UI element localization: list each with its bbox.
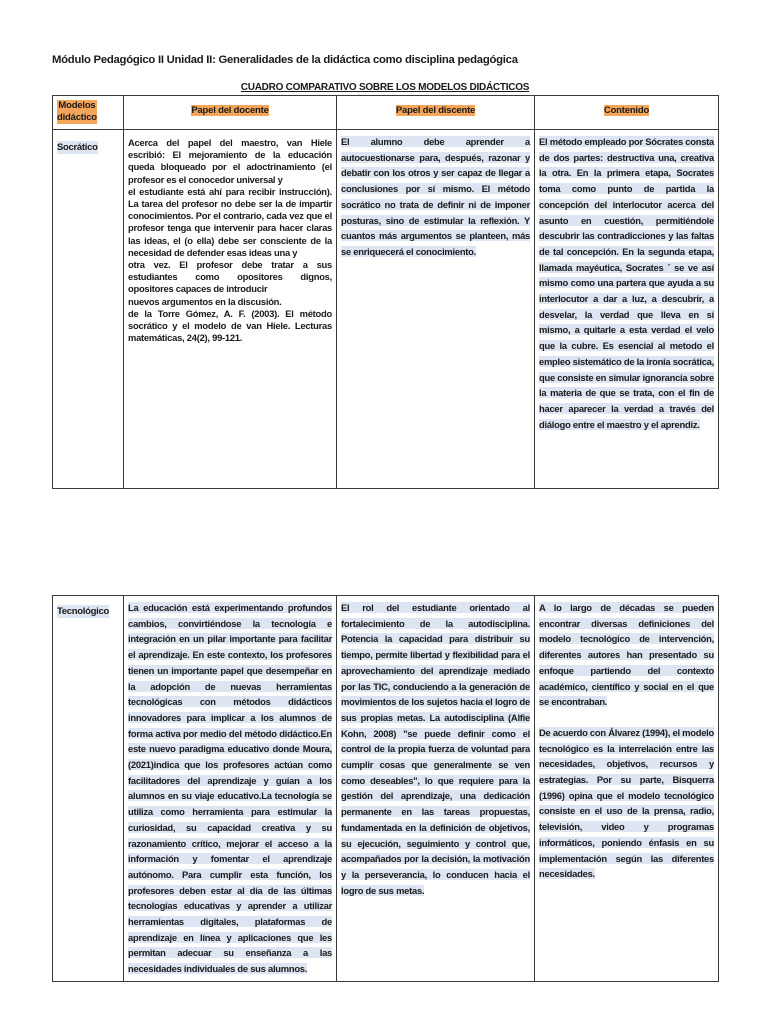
header-cell-discente <box>337 96 535 130</box>
model-name: Socrático <box>57 142 98 153</box>
table-row-socratico <box>53 130 719 489</box>
docente-cell <box>124 596 337 982</box>
header-cell-contenido <box>535 96 719 130</box>
docente-cell <box>124 130 337 489</box>
header-modelos: Modelos didáctico <box>57 100 97 123</box>
comparison-table-part-2 <box>52 595 719 982</box>
contenido-cell <box>535 596 719 982</box>
contenido-paragraph-1: A lo largo de décadas se pueden encontrar diversas definiciones del modelo tecnológico de intervención, diferentes autores han presentado su enfoque partiendo del contexto académico, científico y social en el que se encontraban. <box>539 602 714 708</box>
header-discente: Papel del discente <box>395 105 476 116</box>
contenido-text: El método empleado por Sócrates consta de dos partes: destructiva una, creativa la otra. En la primera etapa, Socrates toma como punto de partida la concepción del interlocutor acerca del asunto en cuestión, permitiéndole descubrir las contradicciones y las faltas de tal concepción. En la segunda etapa, llamada mayéutica, Socrates ´ se ve así mismo como una partera que ayuda a su interlocutor a dar a luz, a descubrir, a desvelar, la verdad que lleva en sí mismo, a quitarle a esta verdad el velo que la cubre. Es esencial al metodo el empleo sistemático de la ironía socrática, que consiste en simular ignorancia sobre la materia de que se trata, con el fin de hacer aparecer la verdad a través del diálogo entre el maestro y el aprendiz. <box>539 136 714 430</box>
discente-text: El rol del estudiante orientado al fortalecimiento de la autodisciplina. Potencia la capacidad para distribuir su tiempo, permite libertad y flexibilidad para el aprovechamiento del aprendizaje mediado por las TIC, conduciendo a la generación de movimientos de los sujetos hacia el logro de sus propias metas. La autodisciplina (Alfie Kohn, 2008) "se puede definir como el control de la propia fuerza de voluntad para cumplir cosas que generalmente se ven como deseables", lo que requiere para la gestión del aprendizaje, una dedicación permanente en las tareas propuestas, fundamentada en la definición de objetivos, su ejecución, seguimiento y control que, acompañados por la decisión, la motivación y la perseverancia, lo conducen hacia el logro de sus metas. <box>341 602 530 896</box>
contenido-cell <box>535 130 719 489</box>
header-cell-modelos <box>53 96 124 130</box>
document-title: Módulo Pedagógico II Unidad II: Generalidades de la didáctica como disciplina pedagógica <box>52 54 518 66</box>
comparison-table-part-1 <box>52 95 719 489</box>
discente-text: El alumno debe aprender a autocuestionarse para, después, razonar y debatir con los otros y ser capaz de llegar a conclusiones por sí mismo. El método socrático no trata de definir ni de imponer posturas, sino de estimular la reflexión. Y cuantos más argumentos se planteen, más se enriquecerá el conocimiento. <box>341 136 530 257</box>
header-contenido: Contenido <box>603 105 650 116</box>
model-name: Tecnológico <box>57 606 109 617</box>
header-cell-docente <box>124 96 337 130</box>
header-docente: Papel del docente <box>191 105 269 116</box>
model-cell <box>53 130 124 489</box>
table-header-row <box>53 96 719 130</box>
docente-text: Acerca del papel del maestro, van Hiele escribió: El mejoramiento de la educación queda bloqueado por el adoctrinamiento (el profesor es el conocedor universal y el estudiante está ahí para recibir instrucción). La tarea del profesor no debe ser la de impartir conocimientos. Por el contrario, cada vez que el profesor tenga que intervenir para hacer claras las ideas, el (o ella) debe ser consciente de la necesidad de defender esas ideas una y otra vez. El profesor debe tratar a sus estudiantes como opositores dignos, opositores capaces de introducir nuevos argumentos en la discusión. de la Torre Gómez, A. F. (2003). El método socrático y el modelo de van Hiele. Lecturas matemáticas, 24(2), 99-121. <box>128 137 332 344</box>
contenido-paragraph-2: De acuerdo con Álvarez (1994), el modelo tecnológico es la interrelación entre las necesidades, objetivos, recursos y estrategias. Por su parte, Bisquerra (1996) opina que el modelo tecnológico consiste en el uso de la prensa, radio, televisión, video y programas informáticos, poniendo énfasis en su implementación según las diferentes necesidades. <box>539 726 714 880</box>
model-cell <box>53 596 124 982</box>
table-caption: CUADRO COMPARATIVO SOBRE LOS MODELOS DIDÁCTICOS <box>240 82 530 93</box>
table-row-tecnologico <box>53 596 719 982</box>
docente-text: La educación está experimentando profundos cambios, convirtiéndose la tecnología e integración en un pilar importante para facilitar el aprendizaje. En este contexto, los profesores tienen un importante papel que desempeñar en la adopción de nuevas herramientas tecnológicas con métodos didácticos innovadores para implicar a los alumnos de forma activa por medio del método didáctico.En este nuevo paradigma educativo donde Moura,(2021)indica que los profesores actúan como facilitadores del aprendizaje y guían a los alumnos en su viaje educativo.La tecnología se utiliza como herramienta para estimular la curiosidad, su capacidad creativa y su razonamiento crítico, mejorar el acceso a la información y fomentar el aprendizaje autónomo. Para cumplir esta función, los profesores deben estar al día de las últimas tecnologías educativas y aprender a utilizar herramientas digitales, plataformas de aprendizaje en línea y aplicaciones que les permitan adecuar su enseñanza a las necesidades individuales de sus alumnos. <box>128 602 332 975</box>
discente-cell <box>337 596 535 982</box>
discente-cell <box>337 130 535 489</box>
